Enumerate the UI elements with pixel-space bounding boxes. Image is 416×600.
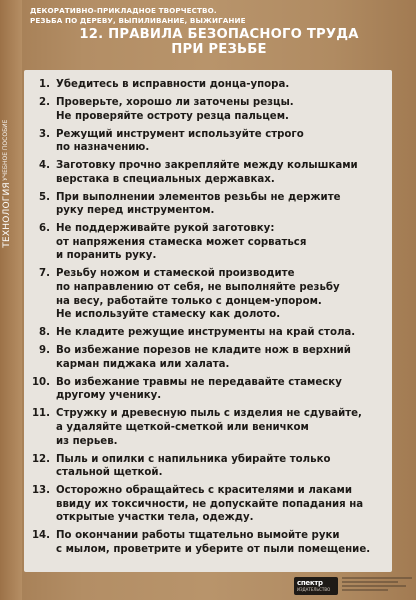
- poster-header: [30, 6, 246, 26]
- rule-text-line: по назначению.: [56, 142, 150, 154]
- rule-text: [56, 344, 388, 371]
- title-line-1: 12. ПРАВИЛА БЕЗОПАСНОГО ТРУДА: [79, 27, 359, 42]
- rule-item: [28, 191, 388, 218]
- side-label-main: ТЕХНОЛОГИЯ: [2, 182, 12, 248]
- rule-number: 6.: [39, 223, 50, 235]
- side-label-strip: [0, 0, 22, 600]
- rule-text-line: стальной щеткой.: [56, 467, 163, 479]
- rule-item: [28, 344, 388, 371]
- rule-text-line: Не используйте стамеску как долото.: [56, 309, 281, 321]
- rule-number: 7.: [39, 268, 50, 280]
- rule-text-line: При выполнении элементов резьбы не держите: [56, 191, 341, 203]
- rule-text: [56, 96, 388, 123]
- rule-text: [56, 128, 388, 155]
- rule-text-line: По окончании работы тщательно вымойте руки: [56, 530, 340, 542]
- publisher-logo: [294, 577, 338, 595]
- rule-item: [28, 96, 388, 123]
- rule-text: [56, 484, 388, 525]
- rule-text-line: из перьев.: [56, 435, 118, 447]
- side-label-sub: УЧЕБНОЕ ПОСОБИЕ: [2, 120, 9, 182]
- rule-number: 9.: [39, 345, 50, 357]
- rule-text-line: Резьбу ножом и стамеской производите: [56, 268, 295, 280]
- side-label-text: [3, 120, 12, 248]
- rule-number: 13.: [31, 485, 50, 497]
- rule-text-line: а удаляйте щеткой-сметкой или веничком: [56, 421, 309, 433]
- rule-text: [56, 191, 388, 218]
- rule-text-line: на весу, работайте только с донцем-упором.: [56, 295, 322, 307]
- rule-text-line: Убедитесь в исправности донца-упора.: [56, 79, 290, 90]
- rule-text: [56, 78, 388, 92]
- rules-panel: [24, 70, 392, 572]
- rule-number: 10.: [31, 376, 50, 388]
- rule-text-line: открытые участки тела, одежду.: [56, 512, 254, 524]
- header-line-2: РЕЗЬБА ПО ДЕРЕВУ, ВЫПИЛИВАНИЕ, ВЫЖИГАНИЕ: [30, 16, 246, 25]
- rule-text: [56, 529, 388, 556]
- rule-text-line: Проверьте, хорошо ли заточены резцы.: [56, 96, 294, 108]
- rule-text-line: ввиду их токсичности, не допускайте попадания на: [56, 498, 364, 510]
- header-line-1: ДЕКОРАТИВНО-ПРИКЛАДНОЕ ТВОРЧЕСТВО.: [30, 6, 217, 15]
- rule-item: [28, 222, 388, 263]
- rule-number: 8.: [39, 327, 50, 339]
- publisher-logo-subtext: ИЗДАТЕЛЬСТВО: [297, 587, 331, 592]
- rule-text-line: с мылом, проветрите и уберите от пыли помещение.: [56, 543, 371, 555]
- rule-text-line: другому ученику.: [56, 390, 162, 402]
- poster-footer: [24, 574, 416, 600]
- rule-number: 3.: [39, 128, 50, 140]
- publisher-logo-text: спектр: [297, 579, 323, 587]
- rule-text-line: верстака в специальных державках.: [56, 173, 275, 185]
- rule-text: [56, 159, 388, 186]
- rule-text: [56, 453, 388, 480]
- fine-print-line: [342, 585, 406, 587]
- rule-text-line: Пыль и опилки с напильника убирайте только: [56, 453, 331, 465]
- rule-text: [56, 326, 388, 340]
- rule-text-line: Во избежание травмы не передавайте стамеску: [56, 376, 342, 388]
- rule-number: 14.: [31, 530, 50, 542]
- rule-item: [28, 128, 388, 155]
- rule-text-line: от напряжения стамеска может сорваться: [56, 236, 307, 248]
- fine-print-line: [342, 581, 398, 583]
- rule-item: [28, 159, 388, 186]
- rule-item: [28, 78, 388, 92]
- rule-item: [28, 484, 388, 525]
- rules-list: [28, 78, 388, 561]
- rule-item: [28, 376, 388, 403]
- rule-item: [28, 453, 388, 480]
- rule-text-line: Во избежание порезов не кладите нож в верхний: [56, 345, 351, 357]
- rule-text-line: по направлению от себя, не выполняйте резьбу: [56, 282, 340, 294]
- rule-item: [28, 407, 388, 448]
- rule-text-line: Заготовку прочно закрепляйте между колышками: [56, 160, 358, 172]
- rule-item: [28, 529, 388, 556]
- fine-print: [342, 577, 412, 595]
- rule-text: [56, 376, 388, 403]
- rule-text-line: Осторожно обращайтесь с красителями и лаками: [56, 485, 352, 497]
- rule-text-line: карман пиджака или халата.: [56, 358, 230, 370]
- rule-item: [28, 267, 388, 321]
- rule-text: [56, 267, 388, 321]
- rule-text: [56, 407, 388, 448]
- rule-item: [28, 326, 388, 340]
- fine-print-line: [342, 577, 412, 579]
- rule-number: 11.: [31, 408, 50, 420]
- rule-text-line: Не поддерживайте рукой заготовку:: [56, 223, 275, 235]
- rule-number: 2.: [39, 96, 50, 108]
- rule-text-line: Не проверяйте остроту резца пальцем.: [56, 110, 289, 122]
- page-title: [30, 27, 408, 57]
- rule-text-line: Режущий инструмент используйте строго: [56, 128, 304, 140]
- rule-text-line: Стружку и древесную пыль с изделия не сдувайте,: [56, 408, 362, 420]
- rule-text-line: и поранить руку.: [56, 250, 157, 262]
- rule-text-line: руку перед инструментом.: [56, 205, 215, 217]
- rule-number: 12.: [31, 453, 50, 465]
- rule-text-line: Не кладите режущие инструменты на край стола.: [56, 327, 356, 339]
- rule-number: 5.: [39, 191, 50, 203]
- rule-text: [56, 222, 388, 263]
- rule-number: 4.: [39, 160, 50, 172]
- fine-print-line: [342, 589, 388, 591]
- title-line-2: ПРИ РЕЗЬБЕ: [171, 42, 267, 57]
- rule-number: 1.: [39, 79, 50, 90]
